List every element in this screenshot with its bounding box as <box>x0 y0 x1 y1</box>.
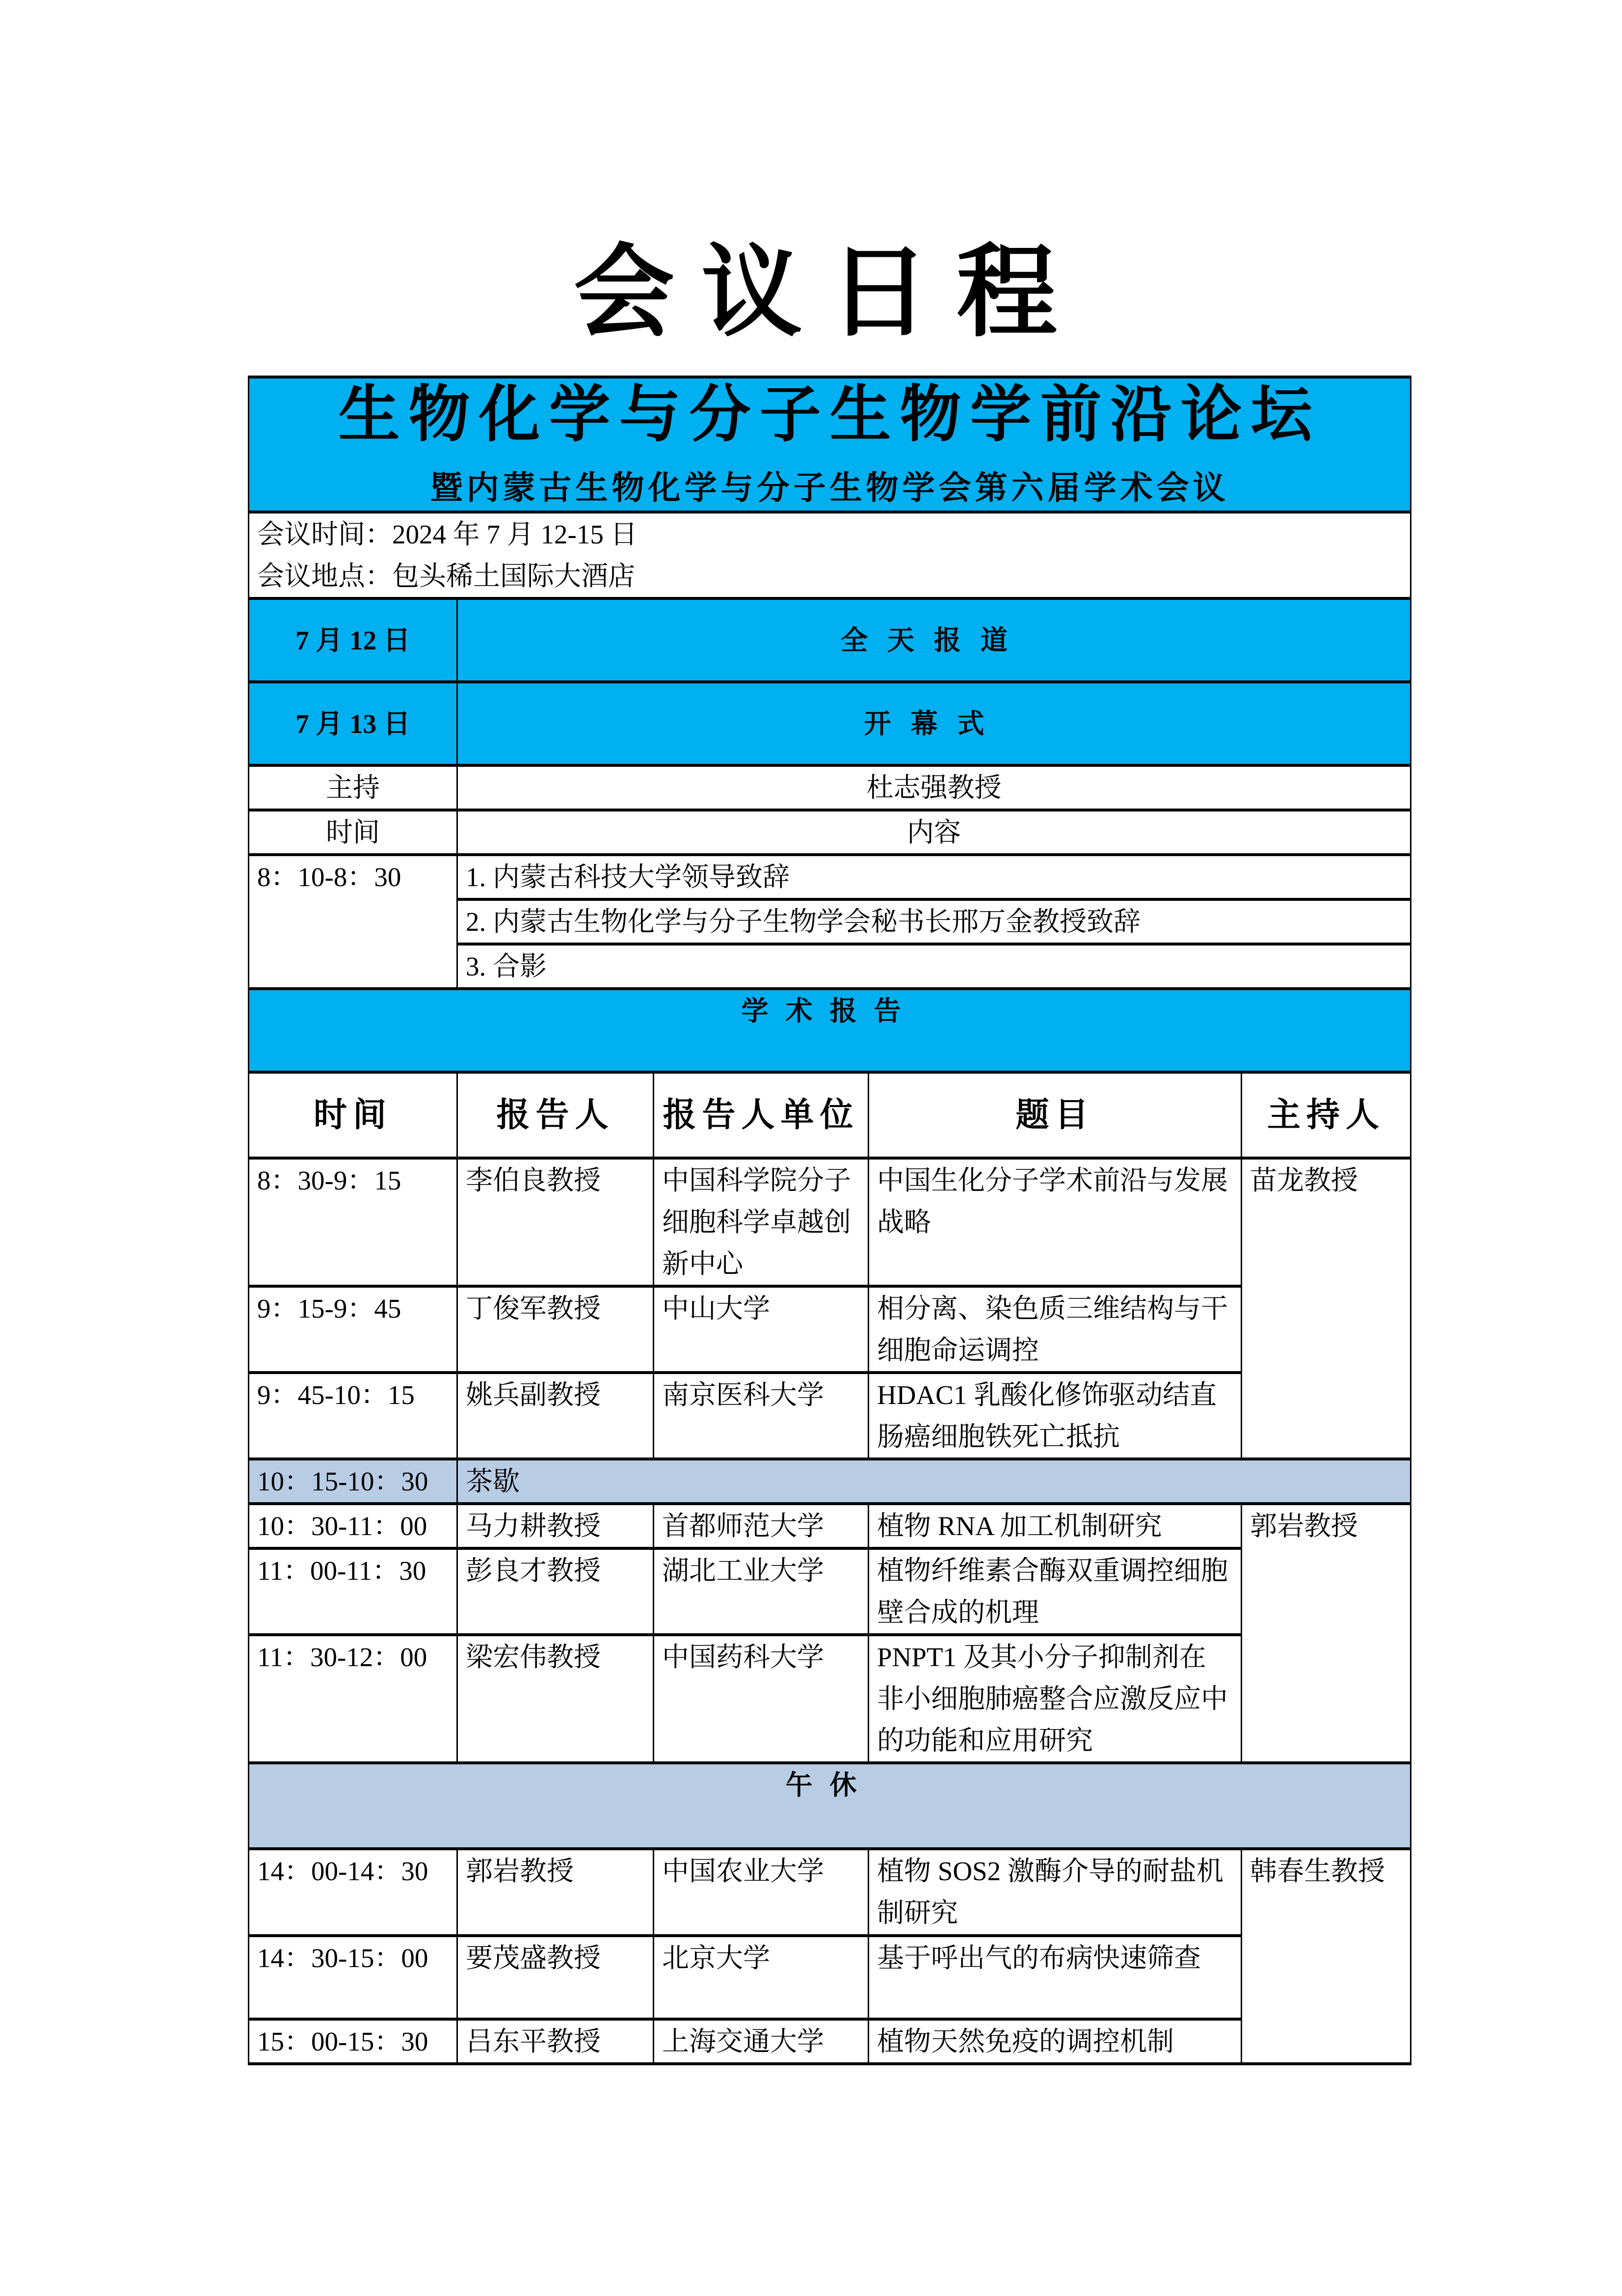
time-header: 时间 <box>249 810 457 855</box>
topic-cell: PNPT1 及其小分子抑制剂在非小细胞肺癌整合应激反应中的功能和应用研究 <box>869 1635 1242 1763</box>
day-row-2 <box>249 682 1411 765</box>
affiliation-cell: 中国科学院分子细胞科学卓越创新中心 <box>654 1158 869 1286</box>
affiliation-cell: 中国农业大学 <box>654 1849 869 1936</box>
speaker-cell: 姚兵副教授 <box>457 1373 654 1459</box>
host-value: 杜志强教授 <box>457 765 1411 810</box>
topic-cell: 植物纤维素合酶双重调控细胞壁合成的机理 <box>869 1548 1242 1635</box>
tea-break-row <box>249 1459 1411 1504</box>
host-label: 主持 <box>249 765 457 810</box>
banner-row <box>249 377 1411 512</box>
affiliation-cell: 南京医科大学 <box>654 1373 869 1459</box>
lunch-break-label: 午休 <box>249 1763 1411 1849</box>
col-header-time: 时间 <box>249 1072 457 1158</box>
opening-row-1 <box>249 855 1411 899</box>
section-banner-row <box>249 989 1411 1072</box>
schedule-row <box>249 2019 1411 2064</box>
conference-subtitle: 暨内蒙古生物化学与分子生物学会第六届学术会议 <box>430 470 1229 506</box>
day-row-1 <box>249 598 1411 682</box>
schedule-row <box>249 1936 1411 2019</box>
event-cell: 全天报道 <box>457 598 1411 682</box>
chair-cell: 郭岩教授 <box>1242 1504 1411 1763</box>
topic-cell: 植物天然免疫的调控机制 <box>869 2019 1242 2064</box>
schedule-row <box>249 1286 1411 1373</box>
time-cell: 9：45-10：15 <box>249 1373 457 1459</box>
time-cell: 9：15-9：45 <box>249 1286 457 1373</box>
col-header-chair: 主持人 <box>1242 1072 1411 1158</box>
tea-break-time: 10：15-10：30 <box>249 1459 457 1504</box>
opening-item: 1. 内蒙古科技大学领导致辞 <box>457 855 1411 899</box>
col-header-affiliation: 报告人单位 <box>654 1072 869 1158</box>
schedule-row <box>249 1504 1411 1548</box>
meta-row <box>249 512 1411 598</box>
chair-cell: 韩春生教授 <box>1242 1849 1411 2064</box>
tea-break-label: 茶歇 <box>457 1459 1411 1504</box>
speaker-cell: 要茂盛教授 <box>457 1936 654 2019</box>
opening-item: 2. 内蒙古生物化学与分子生物学会秘书长邢万金教授致辞 <box>457 899 1411 944</box>
banner-cell <box>249 377 1411 512</box>
section-banner: 学术报告 <box>249 989 1411 1072</box>
host-row <box>249 765 1411 810</box>
speaker-cell: 丁俊军教授 <box>457 1286 654 1373</box>
speaker-cell: 郭岩教授 <box>457 1849 654 1936</box>
meta-time: 会议时间：2024 年 7 月 12-15 日 <box>257 519 638 549</box>
time-cell: 8：30-9：15 <box>249 1158 457 1286</box>
affiliation-cell: 中国药科大学 <box>654 1635 869 1763</box>
speaker-cell: 彭良才教授 <box>457 1548 654 1635</box>
event-cell: 开幕式 <box>457 682 1411 765</box>
content-header: 内容 <box>457 810 1411 855</box>
schedule-row <box>249 1635 1411 1763</box>
affiliation-cell: 中山大学 <box>654 1286 869 1373</box>
meta-venue: 会议地点：包头稀土国际大酒店 <box>257 561 636 591</box>
lunch-break-row <box>249 1763 1411 1849</box>
affiliation-cell: 北京大学 <box>654 1936 869 2019</box>
col-header-topic: 题目 <box>869 1072 1242 1158</box>
affiliation-cell: 首都师范大学 <box>654 1504 869 1548</box>
speaker-cell: 李伯良教授 <box>457 1158 654 1286</box>
opening-time: 8：10-8：30 <box>249 855 457 989</box>
schedule-row <box>249 1373 1411 1459</box>
topic-cell: HDAC1 乳酸化修饰驱动结直肠癌细胞铁死亡抵抗 <box>869 1373 1242 1459</box>
topic-cell: 植物 RNA 加工机制研究 <box>869 1504 1242 1548</box>
time-cell: 11：30-12：00 <box>249 1635 457 1763</box>
col-header-speaker: 报告人 <box>457 1072 654 1158</box>
agenda-table <box>248 376 1411 2065</box>
affiliation-cell: 上海交通大学 <box>654 2019 869 2064</box>
speaker-cell: 马力耕教授 <box>457 1504 654 1548</box>
schedule-row <box>249 1548 1411 1635</box>
page-title: 会议日程 <box>574 233 1084 351</box>
time-cell: 14：30-15：00 <box>249 1936 457 2019</box>
chair-cell: 苗龙教授 <box>1242 1158 1411 1459</box>
date-cell: 7 月 13 日 <box>249 682 457 765</box>
speaker-cell: 吕东平教授 <box>457 2019 654 2064</box>
opening-item: 3. 合影 <box>457 944 1411 989</box>
schedule-row <box>249 1158 1411 1286</box>
topic-cell: 植物 SOS2 激酶介导的耐盐机制研究 <box>869 1849 1242 1936</box>
conference-title: 生物化学与分子生物学前沿论坛 <box>338 381 1321 449</box>
schedule-row <box>249 1849 1411 1936</box>
time-cell: 11：00-11：30 <box>249 1548 457 1635</box>
affiliation-cell: 湖北工业大学 <box>654 1548 869 1635</box>
speaker-cell: 梁宏伟教授 <box>457 1635 654 1763</box>
time-content-row <box>249 810 1411 855</box>
topic-cell: 基于呼出气的布病快速筛查 <box>869 1936 1242 2019</box>
time-cell: 14：00-14：30 <box>249 1849 457 1936</box>
time-cell: 15：00-15：30 <box>249 2019 457 2064</box>
topic-cell: 中国生化分子学术前沿与发展战略 <box>869 1158 1242 1286</box>
date-cell: 7 月 12 日 <box>249 598 457 682</box>
topic-cell: 相分离、染色质三维结构与干细胞命运调控 <box>869 1286 1242 1373</box>
time-cell: 10：30-11：00 <box>249 1504 457 1548</box>
schedule-header-row <box>249 1072 1411 1158</box>
meta-cell <box>249 512 1411 598</box>
